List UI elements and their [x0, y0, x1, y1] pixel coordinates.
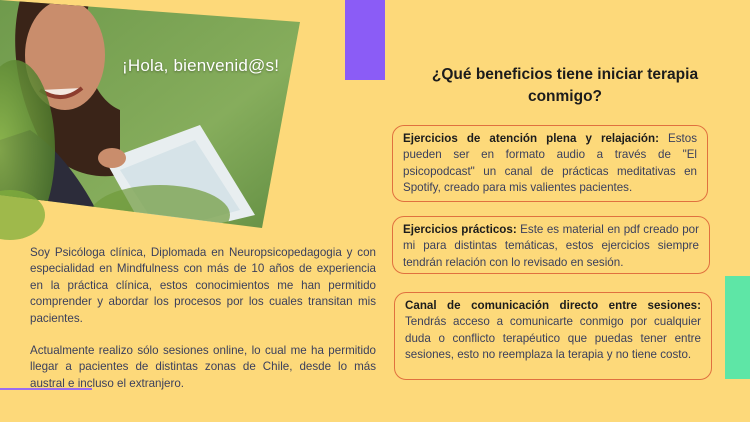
intro-paragraph-2: Actualmente realizo sólo sesiones online, lo cual me ha permitido llegar a pacientes de distintas zonas de Chile, desde lo más austral e incluso el extranjero. — [30, 344, 376, 390]
intro-paragraph-1: Soy Psicóloga clínica, Diplomada en Neuropsicopedagogia y con especialidad en Mindfulness con más de 10 años de experiencia en la práctica clínica, estos conocimientos me han permitido comprender y abordar los procesos por los cuales transitan mis pacientes. — [30, 246, 376, 325]
benefit-card-text: Estos pueden ser en formato audio a través de "El psicopodcast" un canal de prácticas meditativas en Spotify, creado para mis valientes pacientes. — [403, 132, 697, 194]
portrait-photo — [0, 0, 310, 240]
purple-accent-bar — [345, 0, 385, 80]
benefit-card-exercises — [392, 216, 710, 274]
greeting-text: ¡Hola, bienvenid@s! — [122, 56, 280, 75]
green-accent-bar — [725, 276, 750, 379]
benefit-card-mindfulness — [392, 125, 708, 202]
intro-text — [30, 245, 376, 392]
benefit-card-title: Ejercicios de atención plena y relajación: — [403, 132, 659, 145]
benefit-card-communication — [394, 292, 712, 380]
benefit-card-text: Este es material en pdf creado por mi para distintas temáticas, estos ejercicios siempre tendrán relación con lo revisado en sesión. — [403, 223, 699, 269]
benefit-card-title: Canal de comunicación directo entre sesiones: — [405, 299, 701, 312]
benefit-card-title: Ejercicios prácticos: — [403, 223, 517, 236]
benefits-heading: ¿Qué beneficios tiene iniciar terapia conmigo? — [431, 66, 699, 105]
benefit-card-text: Tendrás acceso a comunicarte conmigo por cualquier duda o conflicto terapéutico que puedas tener entre sesiones, esto no reemplaza la terapia y no tiene costo. — [405, 315, 701, 361]
